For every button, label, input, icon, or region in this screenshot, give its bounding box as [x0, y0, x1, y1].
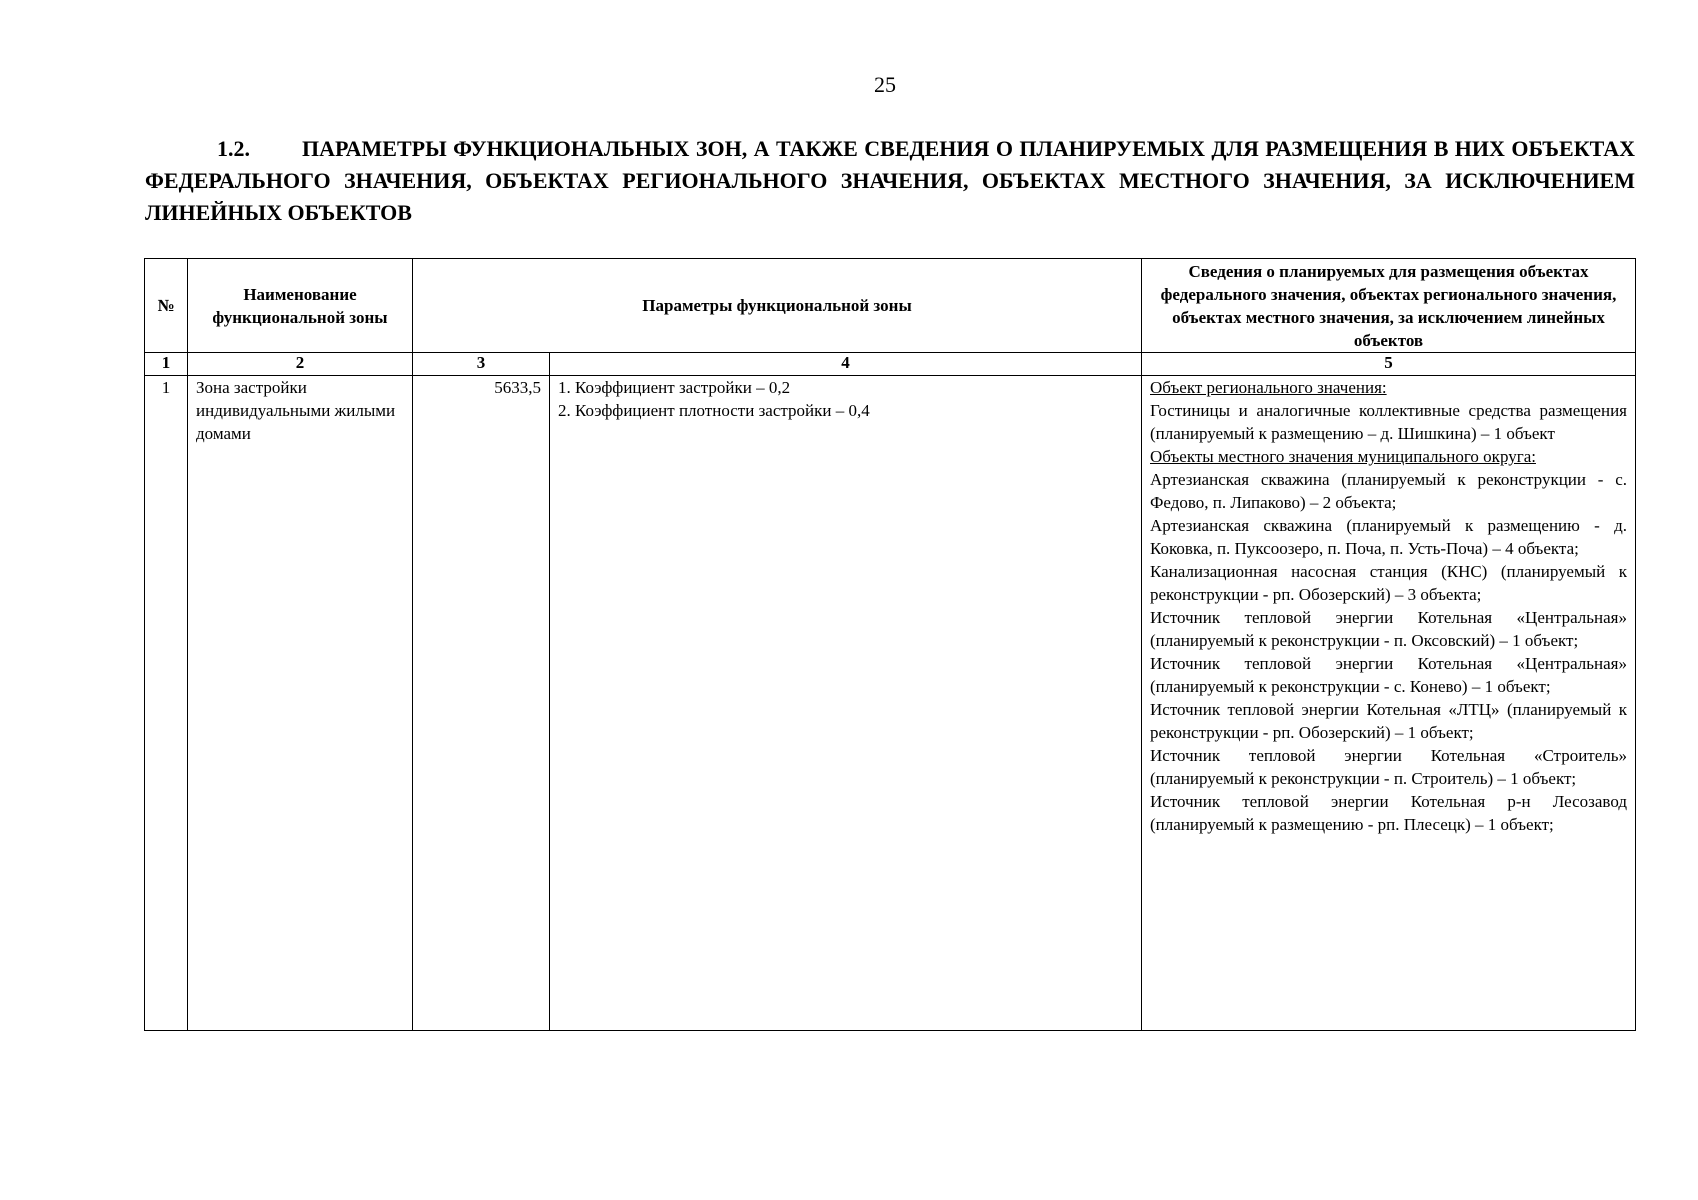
- object-entry: Гостиницы и аналогичные коллективные средства размещения (планируемый к размещению – д. Шишкина) – 1 объект: [1150, 401, 1627, 443]
- zone-params: [550, 376, 1142, 1031]
- planned-objects: [1142, 376, 1636, 1031]
- object-entry: Артезианская скважина (планируемый к реконструкции - с. Федово, п. Липаково) – 2 объекта;: [1150, 470, 1627, 512]
- object-entry: Источник тепловой энергии Котельная «Центральная» (планируемый к реконструкции - с. Конево) – 1 объект;: [1150, 654, 1627, 696]
- page-number: 25: [874, 72, 896, 97]
- column-index-cell: 4: [550, 353, 1142, 376]
- table-header-row: [145, 259, 1636, 353]
- object-entry: Источник тепловой энергии Котельная «Центральная» (планируемый к реконструкции - п. Оксовский) – 1 объект;: [1150, 608, 1627, 650]
- header-num: №: [145, 259, 188, 353]
- zone-area: 5633,5: [413, 376, 550, 1031]
- param-line: 2. Коэффициент плотности застройки – 0,4: [558, 401, 870, 420]
- header-planned-objects: Сведения о планируемых для размещения объектах федерального значения, объектах регионального значения, объектах местного значения, за исключением линейных объектов: [1142, 259, 1636, 353]
- objects-group-heading: Объект регионального значения:: [1150, 378, 1387, 397]
- table-row: [145, 376, 1636, 1031]
- row-number: 1: [145, 376, 188, 1031]
- object-entry: Артезианская скважина (планируемый к размещению - д. Коковка, п. Пуксоозеро, п. Поча, п. Усть-Поча) – 4 объекта;: [1150, 516, 1627, 558]
- column-index-cell: 2: [188, 353, 413, 376]
- object-entry: Источник тепловой энергии Котельная р-н Лесозавод (планируемый к размещению - рп. Плесецк) – 1 объект;: [1150, 792, 1627, 834]
- column-index-row: [145, 353, 1636, 376]
- section-number: 1.2.: [217, 136, 250, 161]
- object-entry: Канализационная насосная станция (КНС) (планируемый к реконструкции - рп. Обозерский) – 3 объекта;: [1150, 562, 1627, 604]
- object-entry: Источник тепловой энергии Котельная «ЛТЦ» (планируемый к реконструкции - рп. Обозерский) – 1 объект;: [1150, 700, 1627, 742]
- column-index-cell: 3: [413, 353, 550, 376]
- object-entry: Источник тепловой энергии Котельная «Строитель» (планируемый к реконструкции - п. Строитель) – 1 объект;: [1150, 746, 1627, 788]
- zone-name: Зона застройки индивидуальными жилыми домами: [188, 376, 413, 1031]
- column-index-cell: 1: [145, 353, 188, 376]
- param-line: 1. Коэффициент застройки – 0,2: [558, 378, 791, 397]
- column-index-cell: 5: [1142, 353, 1636, 376]
- header-zone-params: Параметры функциональной зоны: [413, 259, 1142, 353]
- section-heading: [145, 133, 1635, 229]
- section-title: ПАРАМЕТРЫ ФУНКЦИОНАЛЬНЫХ ЗОН, А ТАКЖЕ СВЕДЕНИЯ О ПЛАНИРУЕМЫХ ДЛЯ РАЗМЕЩЕНИЯ В НИХ ОБЪЕКТАХ ФЕДЕРАЛЬНОГО ЗНАЧЕНИЯ, ОБЪЕКТАХ РЕГИОНАЛЬНОГО ЗНАЧЕНИЯ, ОБЪЕКТАХ МЕСТНОГО ЗНАЧЕНИЯ, ЗА ИСКЛЮЧЕНИЕМ ЛИНЕЙНЫХ ОБЪЕКТОВ: [145, 136, 1635, 225]
- header-zone-name: Наименование функциональной зоны: [188, 259, 413, 353]
- functional-zones-table: [144, 258, 1636, 1031]
- objects-group-heading: Объекты местного значения муниципального округа:: [1150, 447, 1536, 466]
